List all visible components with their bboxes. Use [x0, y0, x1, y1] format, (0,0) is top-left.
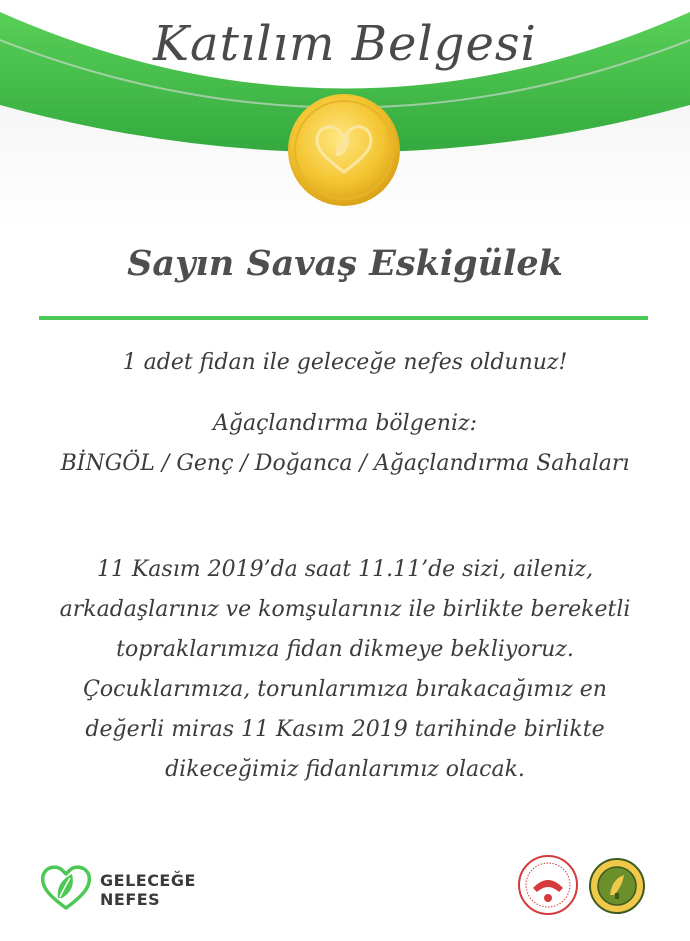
heart-leaf-icon: [38, 858, 94, 914]
region-label: Ağaçlandırma bölgeniz:: [212, 411, 477, 436]
recipient-name: Sayın Savaş Eskigülek: [127, 243, 563, 284]
certificate-title: Katılım Belgesi: [153, 16, 537, 72]
logo-line-1: GELECEĞE: [100, 871, 196, 890]
region-block: [50, 404, 640, 484]
gelecege-nefes-logo: [38, 858, 208, 914]
logo-text: [100, 871, 196, 909]
ministry-seal-icon: [517, 854, 579, 916]
invitation-text: 11 Kasım 2019’da saat 11.11’de sizi, aileniz, arkadaşlarınız ve komşularınız ile birlikte bereketli topraklarımıza fidan dikmeye bekliyoruz. Çocuklarımıza, torunlarımıza bırakacağımız en değerli miras 11 Kasım 2019 tarihinde birlikte dikeceğimiz fidanlarımız olacak.: [59, 557, 631, 782]
region-value: BİNGÖL / Genç / Doğanca / Ağaçlandırma Sahaları: [60, 451, 630, 476]
divider-line: [39, 316, 648, 320]
logo-line-2: NEFES: [100, 890, 161, 909]
planting-message: 1 adet fidan ile geleceğe nefes oldunuz!: [122, 350, 568, 375]
forestry-directorate-seal-icon: [588, 857, 646, 915]
gold-medal-icon: [284, 90, 404, 210]
